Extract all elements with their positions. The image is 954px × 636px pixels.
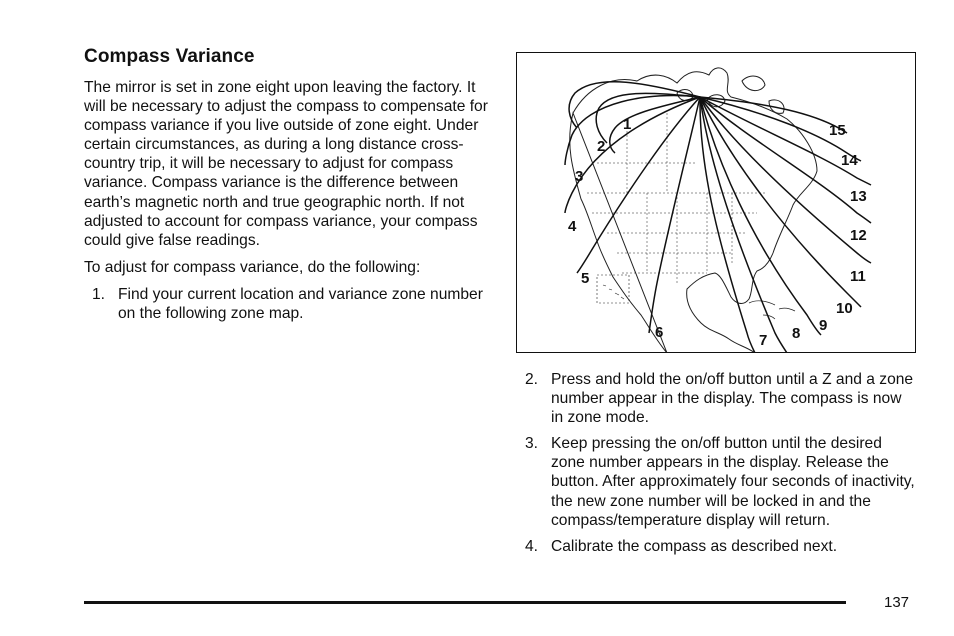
zone-label: 3	[575, 168, 584, 185]
zone-label: 2	[597, 138, 606, 155]
footer-rule	[84, 601, 846, 604]
zone-label: 5	[581, 270, 590, 287]
compass-zone-map	[516, 52, 916, 353]
step-number: 3.	[525, 435, 539, 453]
step-number: 4.	[525, 537, 539, 555]
zone-label: 8	[792, 325, 801, 342]
zone-label: 15	[829, 122, 846, 139]
step-text: Find your current location and variance zone number on the following zone map.	[118, 285, 483, 323]
zone-label: 7	[759, 332, 768, 349]
step-number: 2.	[525, 371, 539, 388]
instruction-paragraph: To adjust for compass variance, do the following:	[84, 258, 421, 276]
continent-outline	[570, 68, 817, 353]
zone-label: 1	[623, 116, 632, 133]
left-column	[84, 46, 494, 331]
intro-paragraph: The mirror is set in zone eight upon leaving the factory. It will be necessary to adjust the compass to compensate for compass variance if you live outside of zone eight. Under certain circumstances, as during a long distance cross-country trip, it will be necessary to adjust for compass variance. Compass variance is the difference between earth’s magnetic north and true geographic north. If not adjusted to account for compass variance, your compass could give false readings.	[84, 79, 488, 249]
step-item	[517, 537, 917, 556]
zone-map-graphic	[517, 53, 916, 353]
step-item	[517, 370, 917, 427]
step-number: 1.	[92, 285, 106, 303]
step-item	[517, 434, 917, 529]
steps-list-part1	[84, 285, 494, 323]
zone-label: 11	[850, 268, 866, 285]
page-number: 137	[884, 594, 910, 611]
zone-label: 13	[850, 188, 867, 205]
zone-label: 9	[819, 317, 828, 334]
step-text: Press and hold the on/off button until a Z and a zone number appear in the display. The compass is now in zone mode.	[551, 371, 914, 427]
zone-label: 10	[836, 300, 853, 317]
step-text: Calibrate the compass as described next.	[551, 537, 838, 555]
variance-zone-lines	[565, 82, 871, 353]
zone-label: 12	[850, 227, 867, 244]
step-item	[84, 285, 494, 323]
zone-label: 6	[655, 324, 664, 341]
steps-list-part2	[517, 370, 917, 564]
zone-label: 4	[568, 218, 577, 235]
step-text: Keep pressing the on/off button until the desired zone number appears in the display. Release the button. After approximately four seconds of inactivity, the new zone number will be locked in and the compass/temperature display will return.	[551, 435, 915, 529]
section-title: Compass Variance	[84, 46, 255, 67]
zone-label: 14	[841, 152, 858, 169]
